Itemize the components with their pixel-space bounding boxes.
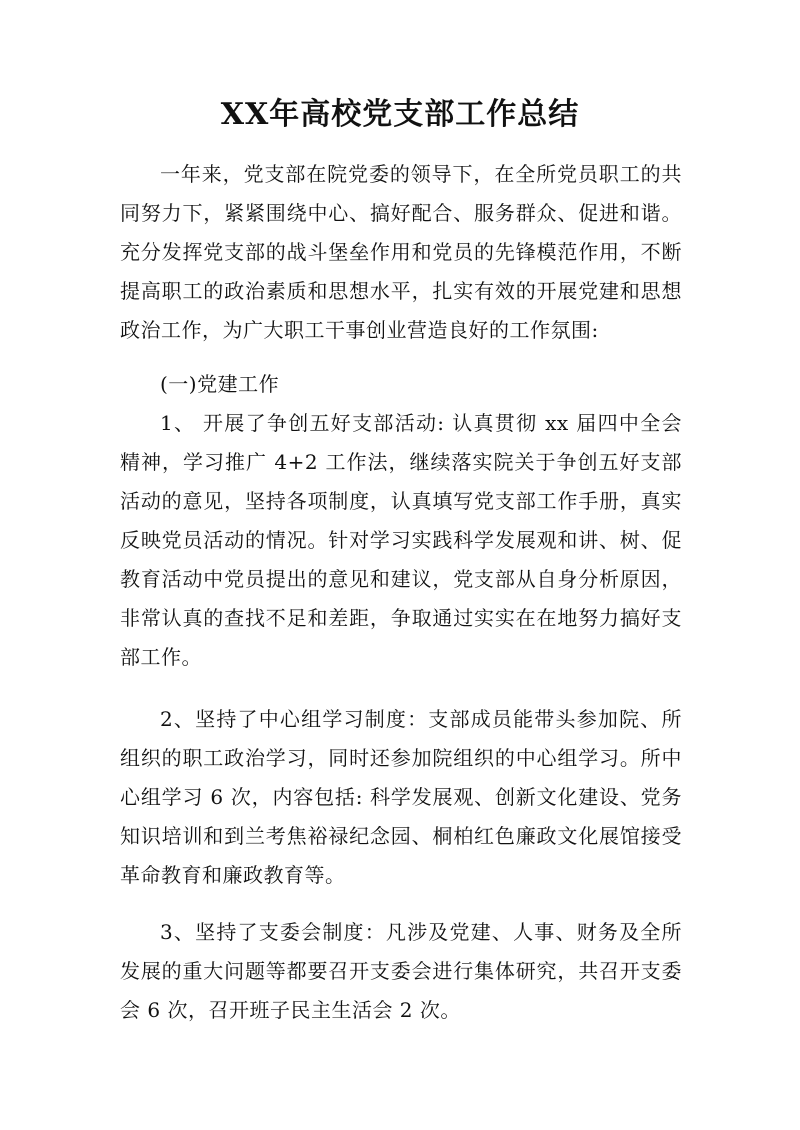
list-item: 3、坚持了支委会制度：凡涉及党建、人事、财务及全所发展的重大问题等都要召开支委会进行集体研究，共召开支委会 6 次，召开班子民主生活会 2 次。 xyxy=(120,920,682,1022)
list-item: 2、坚持了中心组学习制度：支部成员能带头参加院、所组织的职工政治学习，同时还参加院组织的中心组学习。所中心组学习 6 次，内容包括: 科学发展观、创新文化建设、党务知识培训和到兰考焦裕禄纪念园、桐柏红色廉政文化展馆接受革命教育和廉政教育等。 xyxy=(120,707,682,887)
section-heading: (一)党建工作 xyxy=(160,372,280,396)
list-item: 1、 开展了争创五好支部活动: 认真贯彻 xx 届四中全会精神，学习推广 4+2 工作法，继续落实院关于争创五好支部活动的意见，坚持各项制度，认真填写党支部工作手册，真实反映党员活动的情况。针对学习实践科学发展观和讲、树、促教育活动中党员提出的意见和建议，党支部从自身分析原因，非常认真的查找不足和差距，争取通过实实在在地努力搞好支部工作。 xyxy=(120,411,682,669)
intro-paragraph: 一年来，党支部在院党委的领导下，在全所党员职工的共同努力下，紧紧围绕中心、搞好配合、服务群众、促进和谐。充分发挥党支部的战斗堡垒作用和党员的先锋模范作用，不断提高职工的政治素质和思想水平，扎实有效的开展党建和思想政治工作，为广大职工干事创业营造良好的工作氛围: xyxy=(120,162,682,342)
document-title: XX年高校党支部工作总结 xyxy=(220,97,580,132)
